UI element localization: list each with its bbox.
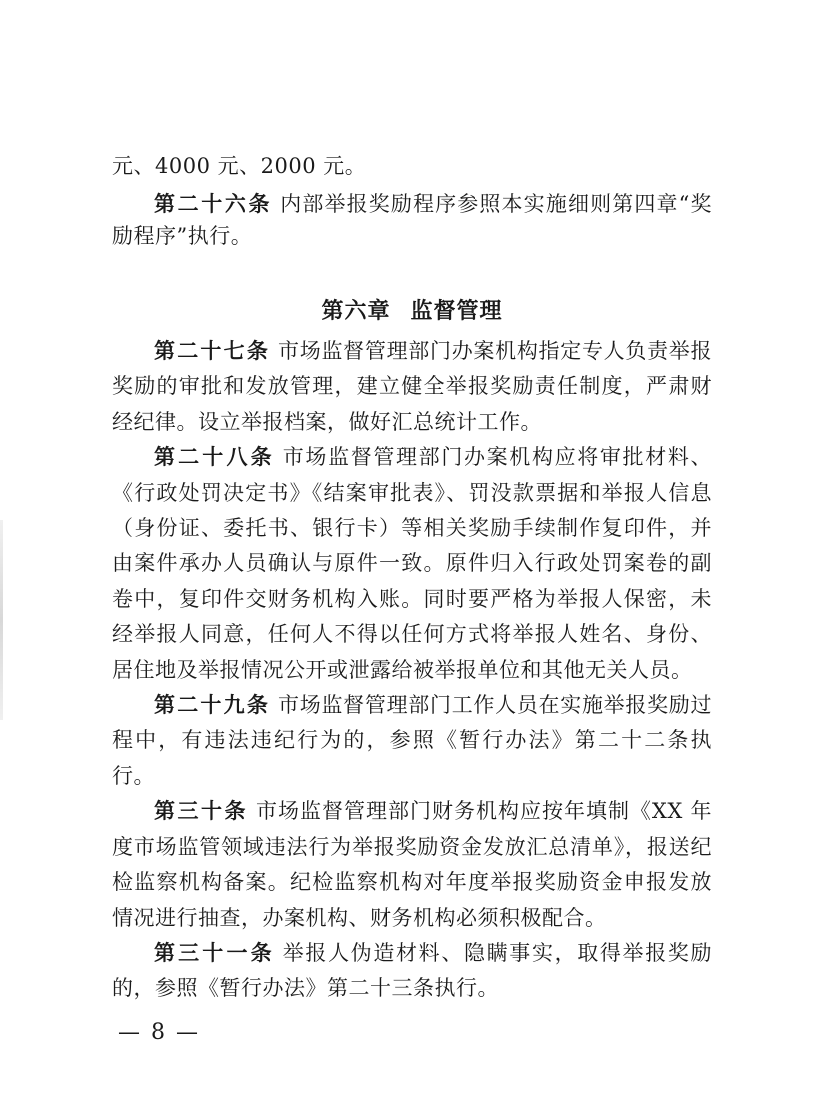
article-number: 第二十八条 bbox=[154, 445, 275, 470]
chapter-number: 第六章 bbox=[321, 299, 391, 324]
scan-edge-shadow bbox=[0, 520, 3, 720]
article-30 bbox=[112, 794, 712, 936]
article-number: 第三十一条 bbox=[154, 940, 275, 965]
top-text-block bbox=[112, 150, 712, 252]
article-number: 第二十七条 bbox=[154, 339, 271, 363]
article-31 bbox=[112, 936, 712, 1007]
paragraph-text: 元、4000 元、2000 元。 bbox=[112, 154, 367, 178]
article-text: 内部举报奖励程序参照本实施细则第四章“奖励程序”执行。 bbox=[112, 192, 713, 248]
article-29 bbox=[112, 688, 712, 794]
page-number: — 8 — bbox=[118, 1020, 200, 1045]
chapter-title: 监督管理 bbox=[410, 299, 503, 324]
article-number: 第二十九条 bbox=[154, 693, 271, 718]
article-text: 市场监督管理部门财务机构应按年填制《XX 年度市场监管领域违法行为举报奖励资金发放汇总清单》，报送纪检监察机构备案。纪检监察机构对年度举报奖励资金申报发放情况进行抽查，办案机构、财务机构必须积极配合。 bbox=[112, 799, 713, 930]
article-28 bbox=[112, 440, 712, 688]
article-text: 市场监督管理部门办案机构指定专人负责举报奖励的审批和发放管理，建立健全举报奖励责任制度，严肃财经纪律。设立举报档案，做好汇总统计工作。 bbox=[112, 339, 713, 434]
chapter-heading bbox=[112, 296, 712, 328]
article-number: 第二十六条 bbox=[154, 192, 273, 216]
article-26 bbox=[112, 188, 712, 252]
article-text: 市场监督管理部门办案机构应将审批材料、《行政处罚决定书》《结案审批表》、罚没款票据和举报人信息（身份证、委托书、银行卡）等相关奖励手续制作复印件，并由案件承办人员确认与原件一致。原件归入行政处罚案卷的副卷中，复印件交财务机构入账。同时要严格为举报人保密，未经举报人同意，任何人不得以任何方式将举报人姓名、身份、居住地及举报情况公开或泄露给被举报单位和其他无关人员。 bbox=[112, 445, 713, 682]
article-text: 举报人伪造材料、隐瞒事实，取得举报奖励的，参照《暂行办法》第二十三条执行。 bbox=[112, 940, 713, 1001]
chapter-body bbox=[112, 334, 712, 1007]
article-27 bbox=[112, 334, 712, 440]
article-number: 第三十条 bbox=[154, 799, 248, 824]
paragraph-continuation bbox=[112, 150, 712, 182]
article-text: 市场监督管理部门工作人员在实施举报奖励过程中，有违法违纪行为的，参照《暂行办法》第二十二条执行。 bbox=[112, 693, 713, 788]
